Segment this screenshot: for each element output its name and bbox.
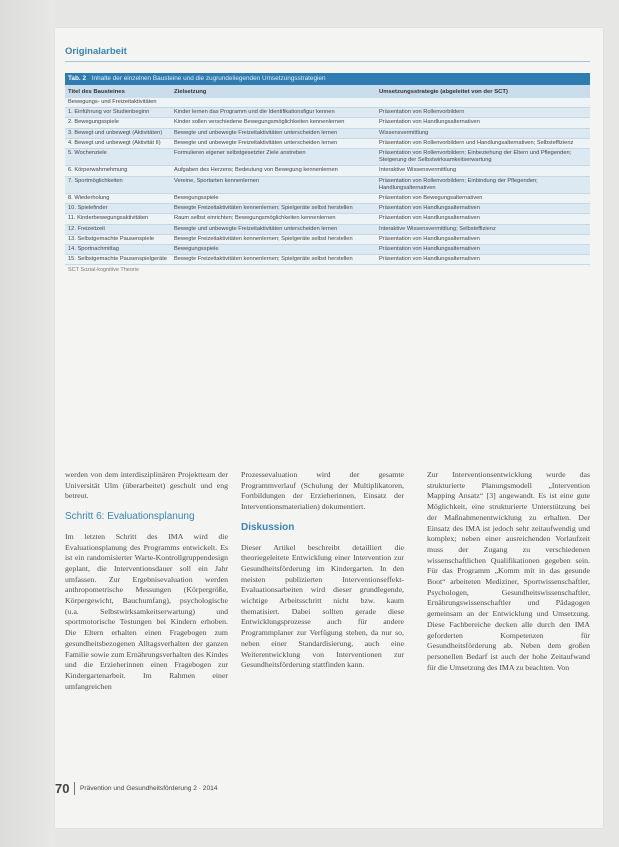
- table-cell: 4. Bewegt und unbewegt (Aktivität II): [65, 138, 171, 148]
- table-cell: Bewegte Freizeitaktivitäten kennenlernen; Spielgeräte selbst herstellen: [171, 255, 376, 265]
- table-cell: Interaktive Wissensvermittlung: [376, 166, 590, 176]
- table-cell: 13. Selbstgemachte Pausenspiele: [65, 234, 171, 244]
- paragraph: Zur Interventionsentwicklung wurde das strukturierte Planungsmodell „Intervention Mapping Ansatz“ [3] angewandt. Es ist eine gute Möglichkeit, eine strukturierte Unterstützung bei der Maßnahmenentwicklung zu erhalten. Der Einsatz des IMA ist jedoch sehr zeitaufwendig und komplex; neben einer ausreichenden Vorlaufzeit muss der Zugang zu verschiedenen wissenschaftlichen Qualifikationen gegeben sein. Für das Programm „Komm mit in das gesunde Boot“ arbeiteten Mediziner, Sportwissenschaftler, Psychologen, Gesundheitswissenschaftler, Ernährungswissenschaftler und Pädagogen gemeinsam an der Entwicklung und Umsetzung. Diese Fachbereiche decken alle durch den IMA geforderten Kompetenzen für Gesundheitsförderung ab. Neben dem großen personellen Bedarf ist auch der hohe Zeitaufwand für die Umsetzung des IMA zu beachten. Von: [427, 470, 590, 672]
- table-row: [65, 128, 590, 138]
- header-cell: Zielsetzung: [171, 85, 376, 98]
- table-cell: Wissensvermittlung: [376, 128, 590, 138]
- table-cell: Bewegte Freizeitaktivitäten kennenlernen; Spielgeräte selbst herstellen: [171, 204, 376, 214]
- table-row: [65, 98, 590, 108]
- table-cell: Präsentation von Handlungsalternativen: [376, 234, 590, 244]
- table-row: [65, 108, 590, 118]
- table-cell: Bewegungsspiele: [171, 245, 376, 255]
- table-cell: 6. Körperwahrnehmung: [65, 166, 171, 176]
- table-footnote: SCT Sozial-kognitive Theorie: [68, 267, 140, 274]
- text-column-1: [65, 470, 228, 692]
- section-label: Originalarbeit: [65, 46, 127, 57]
- paragraph: Dieser Artikel beschreibt detailliert die theoriegeleitete Entwicklung einer Intervention zur Gesundheitsförderung im Kindergarten. In den meisten publizierten Interventionseffekt-Evaluationsarbeiten wird dieser grundlegende, wichtige Arbeitsschritt nicht bzw. kaum thematisiert. Dabei sollten gerade diese Entwicklungsprozesse auch für andere Programmplaner zur Verfügung stehen, da nur so, neben einer Standardisierung, auch eine Weiterentwicklung von Interventionen zur Gesundheitsförderung stattfinden kann.: [241, 542, 404, 670]
- table-cell: Bewegungsspiele: [171, 194, 376, 204]
- table-cell: 5. Wochenziele: [65, 149, 171, 166]
- table-cell: 3. Bewegt und unbewegt (Aktivitäten): [65, 128, 171, 138]
- table-cell: Bewegte und unbewegte Freizeitaktivitäten unterscheiden lernen: [171, 224, 376, 234]
- table-cell: 11. Kinderbewegungsaktivitäten: [65, 214, 171, 224]
- table-cell: [376, 98, 590, 108]
- table-cell: Präsentation von Handlungsalternativen: [376, 118, 590, 128]
- table-cell: Bewegungs- und Freizeitaktivitäten: [65, 98, 171, 108]
- table-cell: Präsentation von Handlungsalternativen: [376, 204, 590, 214]
- page-gutter: [0, 0, 55, 847]
- table-cell: 1. Einführung vor Studienbeginn: [65, 108, 171, 118]
- page-number: 70: [55, 781, 70, 796]
- table-container: [65, 73, 590, 273]
- table-row: [65, 194, 590, 204]
- table-cell: 15. Selbstgemachte Pausenspielgeräte: [65, 255, 171, 265]
- document-page: [55, 28, 603, 828]
- section-heading: Diskussion: [241, 521, 295, 533]
- table-cell: Aufgaben des Herzens; Bedeutung von Bewegung kennenlernen: [171, 166, 376, 176]
- table-header-row: [65, 85, 590, 98]
- table-cell: Präsentation von Bewegungsalternativen: [376, 194, 590, 204]
- table-cell: Vereine, Sportarten kennenlernen: [171, 176, 376, 193]
- table-cell: Kinder sollen verschiedene Bewegungsmöglichkeiten kennenlernen: [171, 118, 376, 128]
- table-row: [65, 234, 590, 244]
- table-cell: 14. Sportnachmittag: [65, 245, 171, 255]
- table-cell: Kinder lernen das Programm und die Identifikationsfigur kennen: [171, 108, 376, 118]
- table-row: [65, 214, 590, 224]
- table-cell: 12. Freizeitzeit: [65, 224, 171, 234]
- text-column-3: [427, 470, 590, 673]
- table-cell: Präsentation von Rollenvorbildern; Einbindung der Pflegenden; Handlungsalternativen: [376, 176, 590, 193]
- table-caption: [65, 73, 590, 85]
- table-cell: Bewegte Freizeitaktivitäten kennenlernen; Spielgeräte selbst herstellen: [171, 234, 376, 244]
- table-cell: Präsentation von Handlungsalternativen: [376, 214, 590, 224]
- table-cell: 8. Wiederholung: [65, 194, 171, 204]
- table-cell: 2. Bewegungsspiele: [65, 118, 171, 128]
- table-row: [65, 118, 590, 128]
- footer-divider: [74, 782, 75, 795]
- table-number: Tab. 2: [68, 75, 86, 82]
- strategy-table: [65, 85, 590, 265]
- table-cell: Präsentation von Handlungsalternativen: [376, 245, 590, 255]
- table-cell: Raum selbst einrichten; Bewegungsmöglichkeiten kennenlernen: [171, 214, 376, 224]
- text-column-2: [241, 470, 404, 671]
- table-row: [65, 245, 590, 255]
- section-divider: [65, 61, 590, 62]
- table-row: [65, 224, 590, 234]
- table-row: [65, 138, 590, 148]
- journal-footer: Prävention und Gesundheitsförderung 2 · 2014: [80, 785, 218, 792]
- table-cell: Präsentation von Rollenvorbildern und Handlungsalternativen; Selbsteffizienz: [376, 138, 590, 148]
- table-cell: Interaktive Wissensvermittlung; Selbsteffizienz: [376, 224, 590, 234]
- paragraph: Prozessevaluation wird der gesamte Programmverlauf (Schulung der Multiplikatoren, Fortbildungen der Erzieherinnen, Einsatz der Interventionsmaterialien) dokumentiert.: [241, 470, 404, 512]
- table-cell: [171, 98, 376, 108]
- table-caption-text: Inhalte der einzelnen Bausteine und die zugrundeliegenden Umsetzungsstrategien: [91, 75, 326, 82]
- table-cell: Präsentation von Handlungsalternativen: [376, 255, 590, 265]
- table-cell: Formulieren eigener selbstgesetzter Ziele anstreben: [171, 149, 376, 166]
- table-row: [65, 204, 590, 214]
- table-row: [65, 166, 590, 176]
- table-cell: Bewegte und unbewegte Freizeitaktivitäten unterscheiden lernen: [171, 128, 376, 138]
- table-row: [65, 149, 590, 166]
- header-cell: Umsetzungsstrategie (abgeleitet von der SCT): [376, 85, 590, 98]
- header-cell: Titel des Bausteines: [65, 85, 171, 98]
- paragraph: Im letzten Schritt des IMA wird die Evaluationsplanung des Programms entwickelt. Es ist ein randomisierter Warte-Kontrollgruppendesign geplant, die Interventionsdauer soll ein Jahr umfassen. Zur Ergebnisevaluation werden anthropometrische Messungen (Körpergröße, Körpergewicht, Bauchumfang), psychologische (u.a. Selbstwirksamkeitserwartung) und sportmotorische Testungen bei Kindern erhoben. Die Eltern erhalten einen Fragebogen zum gesundheitsbezogenen Alltagsverhalten der ganzen Familie sowie zum Ernährungsverhalten des Kindes und die Erzieherinnen einen Fragebogen zur Kindergartenarbeit. Im Rahmen einer umfangreichen: [65, 531, 228, 691]
- table-row: [65, 176, 590, 193]
- table-cell: Präsentation von Rollenvorbildern; Einbeziehung der Eltern und Pflegenden; Steigerung der Selbstwirksamkeitserwartung: [376, 149, 590, 166]
- table-row: [65, 255, 590, 265]
- table-cell: 10. Spielefinder: [65, 204, 171, 214]
- paragraph: werden von dem interdisziplinären Projektteam der Universität Ulm (überarbeitet) geschult und eng betreut.: [65, 470, 228, 501]
- table-cell: Präsentation von Rollenvorbildern: [376, 108, 590, 118]
- table-cell: Bewegte und unbewegte Freizeitaktivitäten unterscheiden lernen: [171, 138, 376, 148]
- section-heading: Schritt 6: Evaluationsplanung: [65, 511, 195, 523]
- table-cell: 7. Sportmöglichkeiten: [65, 176, 171, 193]
- table-body: [65, 98, 590, 265]
